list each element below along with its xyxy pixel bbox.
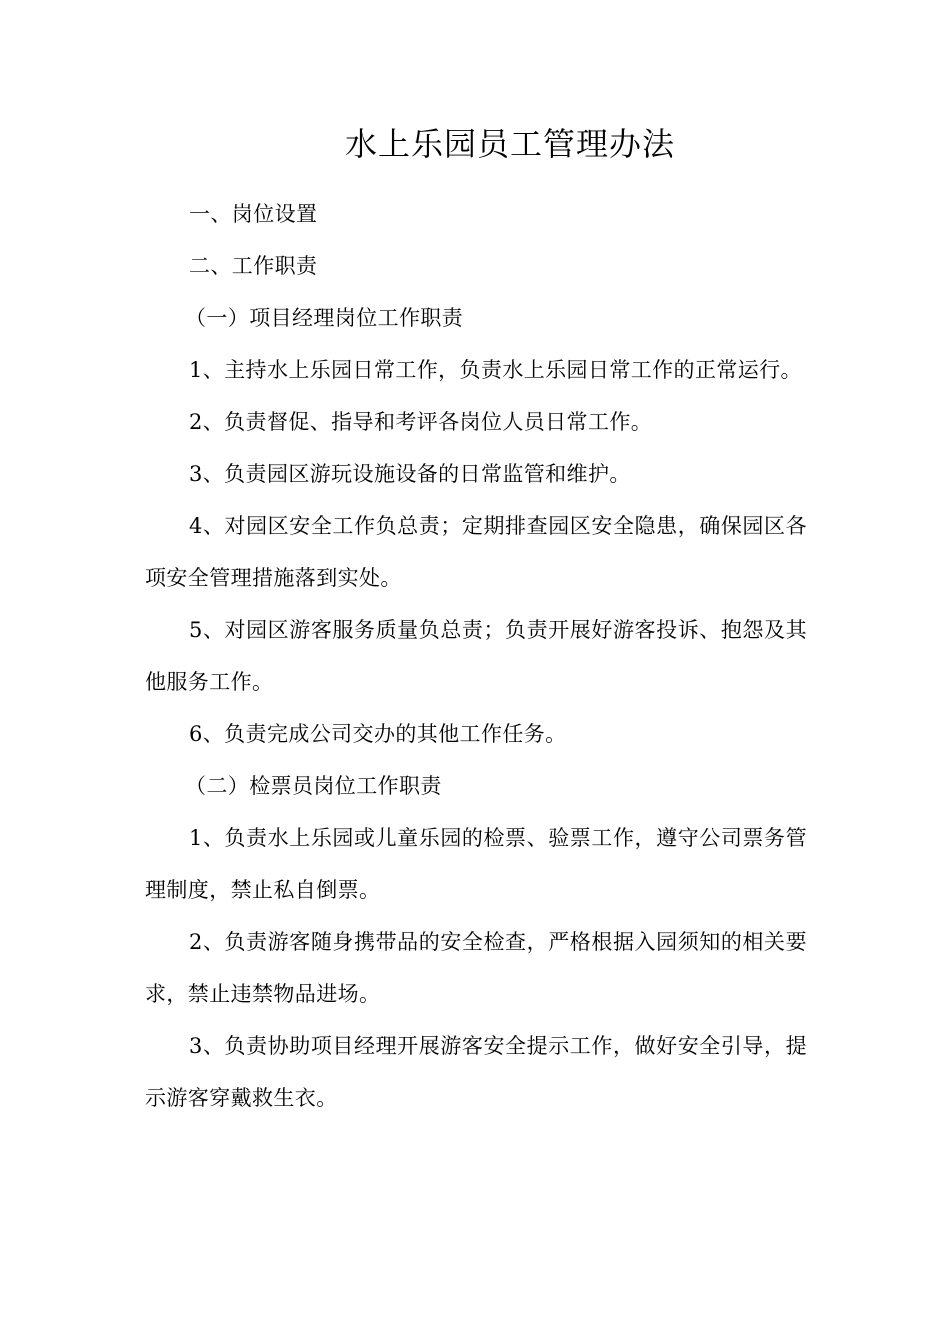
duty-item: 3、负责园区游玩设施设备的日常监管和维护。 bbox=[189, 462, 631, 486]
duty-item: 3、负责协助项目经理开展游客安全提示工作，做好安全引导，提示游客穿戴救生衣。 bbox=[145, 1034, 807, 1110]
duty-item: 1、负责水上乐园或儿童乐园的检票、验票工作，遵守公司票务管理制度，禁止私自倒票。 bbox=[145, 826, 807, 902]
section-heading-2: 二、工作职责 bbox=[189, 254, 318, 278]
document-body bbox=[145, 188, 807, 1124]
duty-item: 2、负责督促、指导和考评各岗位人员日常工作。 bbox=[189, 410, 653, 434]
duty-item: 2、负责游客随身携带品的安全检查，严格根据入园须知的相关要求，禁止违禁物品进场。 bbox=[145, 930, 807, 1006]
duty-item: 6、负责完成公司交办的其他工作任务。 bbox=[189, 722, 567, 746]
duty-item: 1、主持水上乐园日常工作，负责水上乐园日常工作的正常运行。 bbox=[189, 358, 802, 382]
section-heading-1: 一、岗位设置 bbox=[189, 202, 318, 226]
duty-item: 5、对园区游客服务质量负总责；负责开展好游客投诉、抱怨及其他服务工作。 bbox=[145, 618, 807, 694]
subsection-heading-1: （一）项目经理岗位工作职责 bbox=[185, 306, 464, 330]
subsection-heading-2: （二）检票员岗位工作职责 bbox=[185, 774, 442, 798]
duty-item: 4、对园区安全工作负总责；定期排查园区安全隐患，确保园区各项安全管理措施落到实处。 bbox=[145, 514, 807, 590]
document-title: 水上乐园员工管理办法 bbox=[344, 125, 675, 163]
